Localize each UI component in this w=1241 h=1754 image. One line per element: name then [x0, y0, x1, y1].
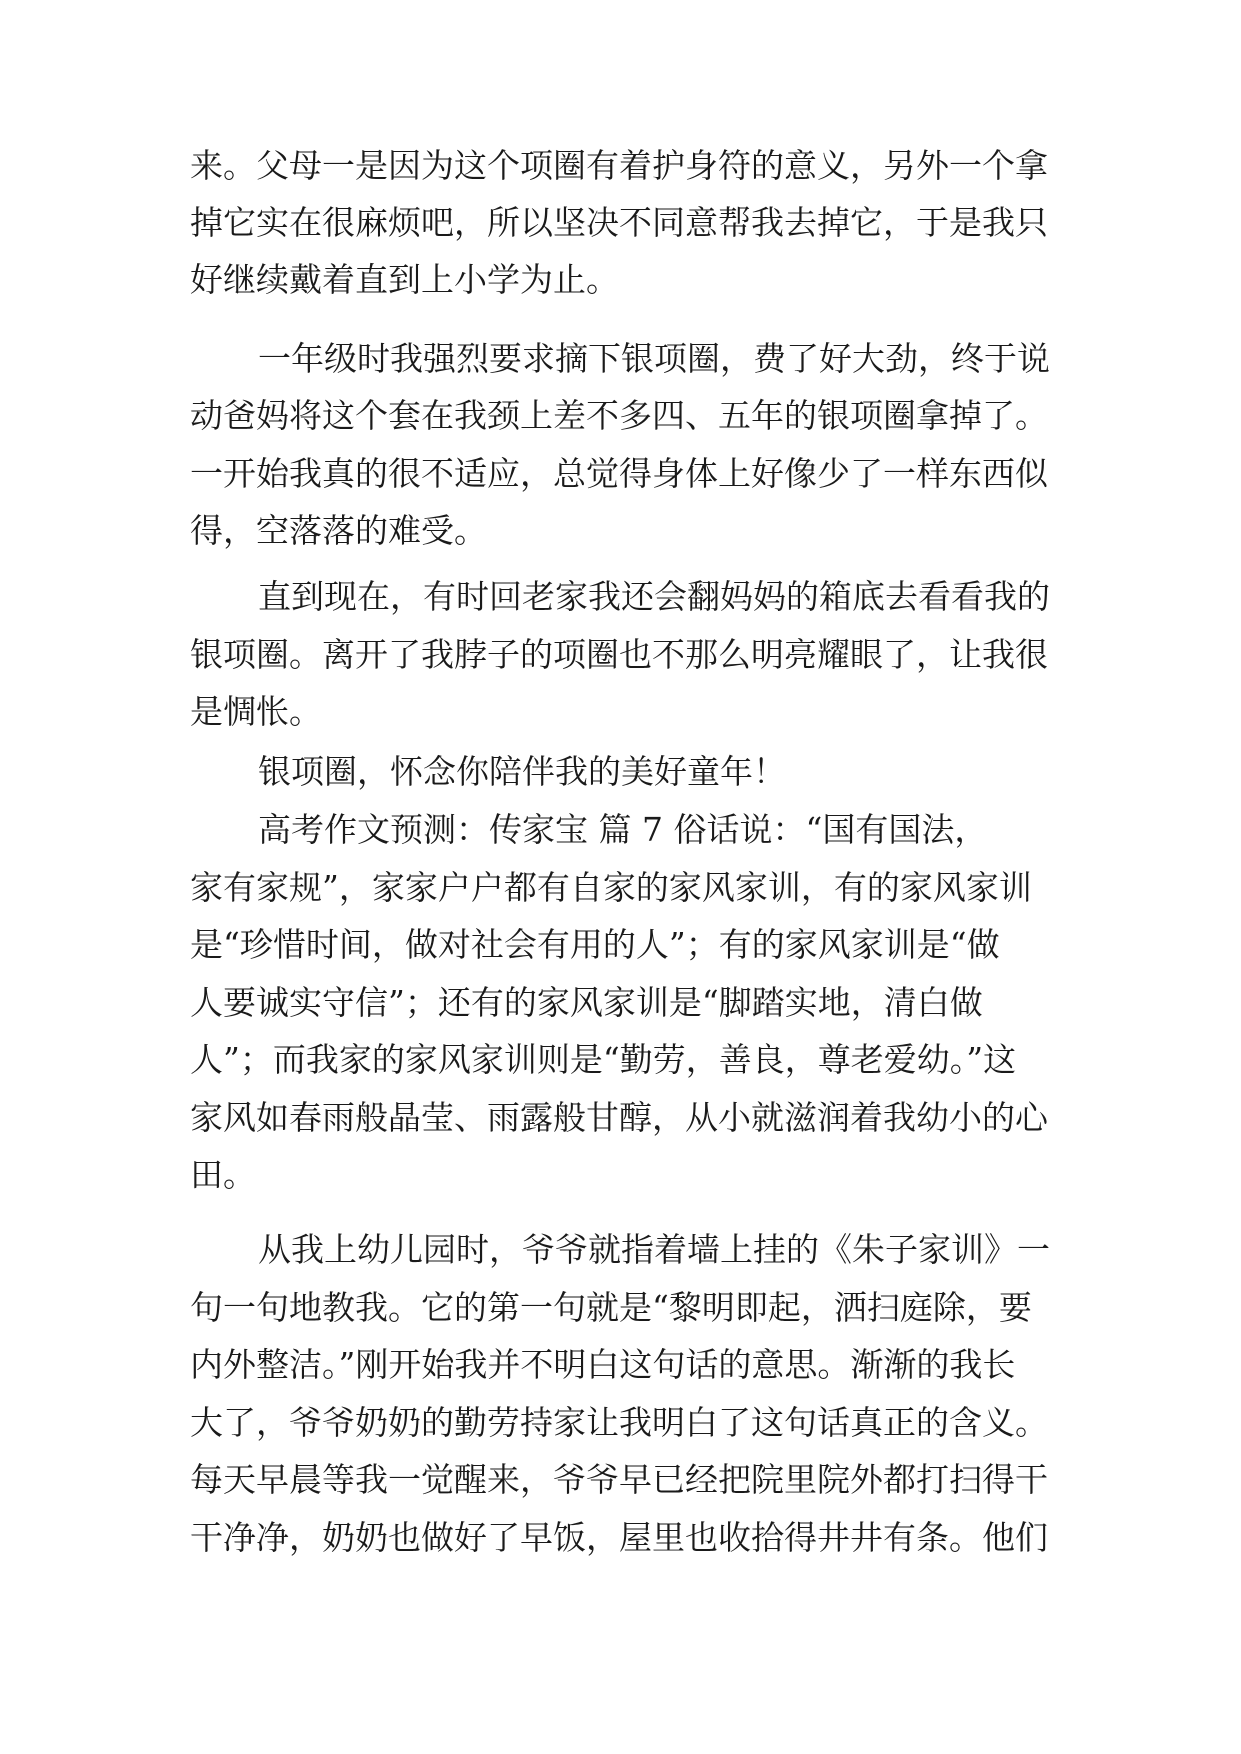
text-line: 干净净，奶奶也做好了早饭，屋里也收拾得井井有条。他们: [190, 1518, 1048, 1557]
text-line: 银项圈。离开了我脖子的项圈也不那么明亮耀眼了，让我很: [190, 635, 1048, 674]
text-line: 大了，爷爷奶奶的勤劳持家让我明白了这句话真正的含义。: [190, 1403, 1048, 1442]
text-line: 是惆怅。: [190, 692, 322, 731]
text-line: 家有家规”，家家户户都有自家的家风家训，有的家风家训: [190, 868, 1032, 907]
text-line: 得，空落落的难受。: [190, 511, 487, 550]
text-line: 是“珍惜时间，做对社会有用的人”；有的家风家训是“做: [190, 925, 1000, 964]
text-line: 直到现在，有时回老家我还会翻妈妈的箱底去看看我的: [258, 577, 1050, 616]
text-line: 掉它实在很麻烦吧，所以坚决不同意帮我去掉它，于是我只: [190, 203, 1048, 242]
text-line: 高考作文预测：传家宝 篇 7 俗话说：“国有国法，: [258, 810, 988, 849]
text-line: 人要诚实守信”；还有的家风家训是“脚踏实地，清白做: [190, 983, 983, 1022]
text-line: 好继续戴着直到上小学为止。: [190, 260, 619, 299]
text-line: 家风如春雨般晶莹、雨露般甘醇，从小就滋润着我幼小的心: [190, 1098, 1048, 1137]
text-line: 人”；而我家的家风家训则是“勤劳，善良，尊老爱幼。”这: [190, 1040, 1017, 1079]
text-line: 一年级时我强烈要求摘下银项圈，费了好大劲，终于说: [258, 339, 1050, 378]
text-line: 一开始我真的很不适应，总觉得身体上好像少了一样东西似: [190, 454, 1048, 493]
text-line: 内外整洁。”刚开始我并不明白这句话的意思。渐渐的我长: [190, 1345, 1016, 1384]
text-line: 从我上幼儿园时，爷爷就指着墙上挂的《朱子家训》一: [258, 1230, 1050, 1269]
text-line: 来。父母一是因为这个项圈有着护身符的意义，另外一个拿: [190, 146, 1048, 185]
text-line: 动爸妈将这个套在我颈上差不多四、五年的银项圈拿掉了。: [190, 396, 1048, 435]
text-line: 田。: [190, 1155, 256, 1194]
text-line: 银项圈，怀念你陪伴我的美好童年！: [258, 752, 786, 791]
text-line: 句一句地教我。它的第一句就是“黎明即起，洒扫庭除，要: [190, 1288, 1032, 1327]
text-line: 每天早晨等我一觉醒来，爷爷早已经把院里院外都打扫得干: [190, 1460, 1048, 1499]
